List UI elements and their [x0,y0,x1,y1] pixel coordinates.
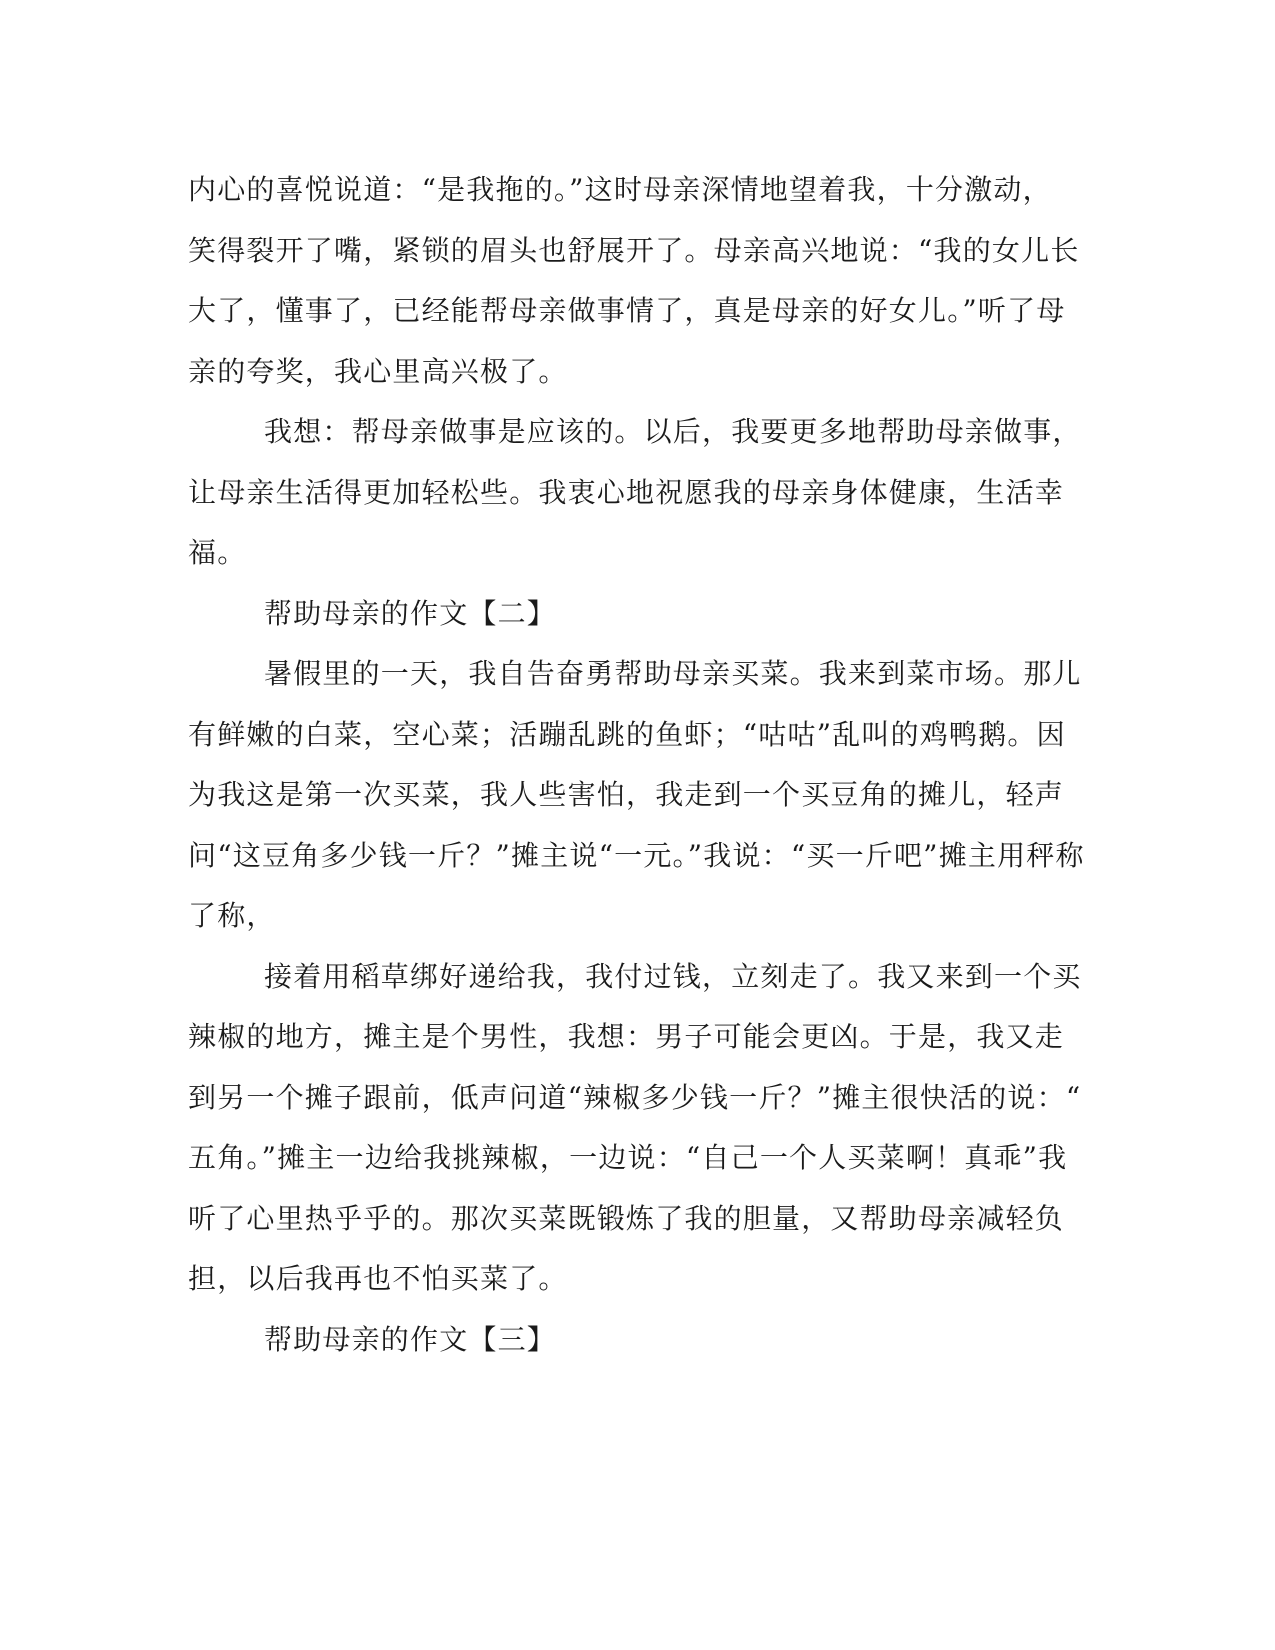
text-line: 听了心里热乎乎的。那次买菜既锻炼了我的胆量，又帮助母亲减轻负 [188,1201,1065,1235]
text-line: 内心的喜悦说道：“是我拖的。”这时母亲深情地望着我，十分激动， [188,173,1052,206]
text-line: 问“这豆角多少钱一斤？”摊主说“一元。”我说：“买一斤吧”摊主用秤称 [188,838,1085,872]
text-line: 了称， [188,899,276,932]
text-line: 到另一个摊子跟前，低声问道“辣椒多少钱一斤？”摊主很快活的说：“ [188,1080,1082,1114]
text-line: 接着用稻草绑好递给我，我付过钱，立刻走了。我又来到一个买 [264,959,1082,993]
text-line: 有鲜嫩的白菜，空心菜；活蹦乱跳的鱼虾；“咕咕”乱叫的鸡鸭鹅。因 [188,717,1066,751]
text-line: 为我这是第一次买菜，我人些害怕，我走到一个买豆角的摊儿，轻声 [188,778,1065,811]
text-line: 我想：帮母亲做事是应该的。以后，我要更多地帮助母亲做事， [264,415,1082,448]
text-line: 大了，懂事了，已经能帮母亲做事情了，真是母亲的好女儿。”听了母 [188,294,1066,327]
text-line: 暑假里的一天，我自告奋勇帮助母亲买菜。我来到菜市场。那儿 [264,657,1082,690]
text-line: 笑得裂开了嘴，紧锁的眉头也舒展开了。母亲高兴地说：“我的女儿长 [188,233,1080,267]
text-line: 让母亲生活得更加轻松些。我衷心地祝愿我的母亲身体健康，生活幸 [188,475,1065,509]
text-line: 担，以后我再也不怕买菜了。 [188,1262,568,1295]
section-heading: 帮助母亲的作文【三】 [264,1322,557,1356]
text-line: 五角。”摊主一边给我挑辣椒，一边说：“自己一个人买菜啊！真乖”我 [188,1141,1068,1174]
section-heading: 帮助母亲的作文【二】 [264,596,557,630]
document-body [188,160,1085,1370]
text-line: 福。 [188,536,247,569]
text-line: 亲的夸奖，我心里高兴极了。 [188,354,568,388]
text-line: 辣椒的地方，摊主是个男性，我想：男子可能会更凶。于是，我又走 [188,1020,1065,1053]
